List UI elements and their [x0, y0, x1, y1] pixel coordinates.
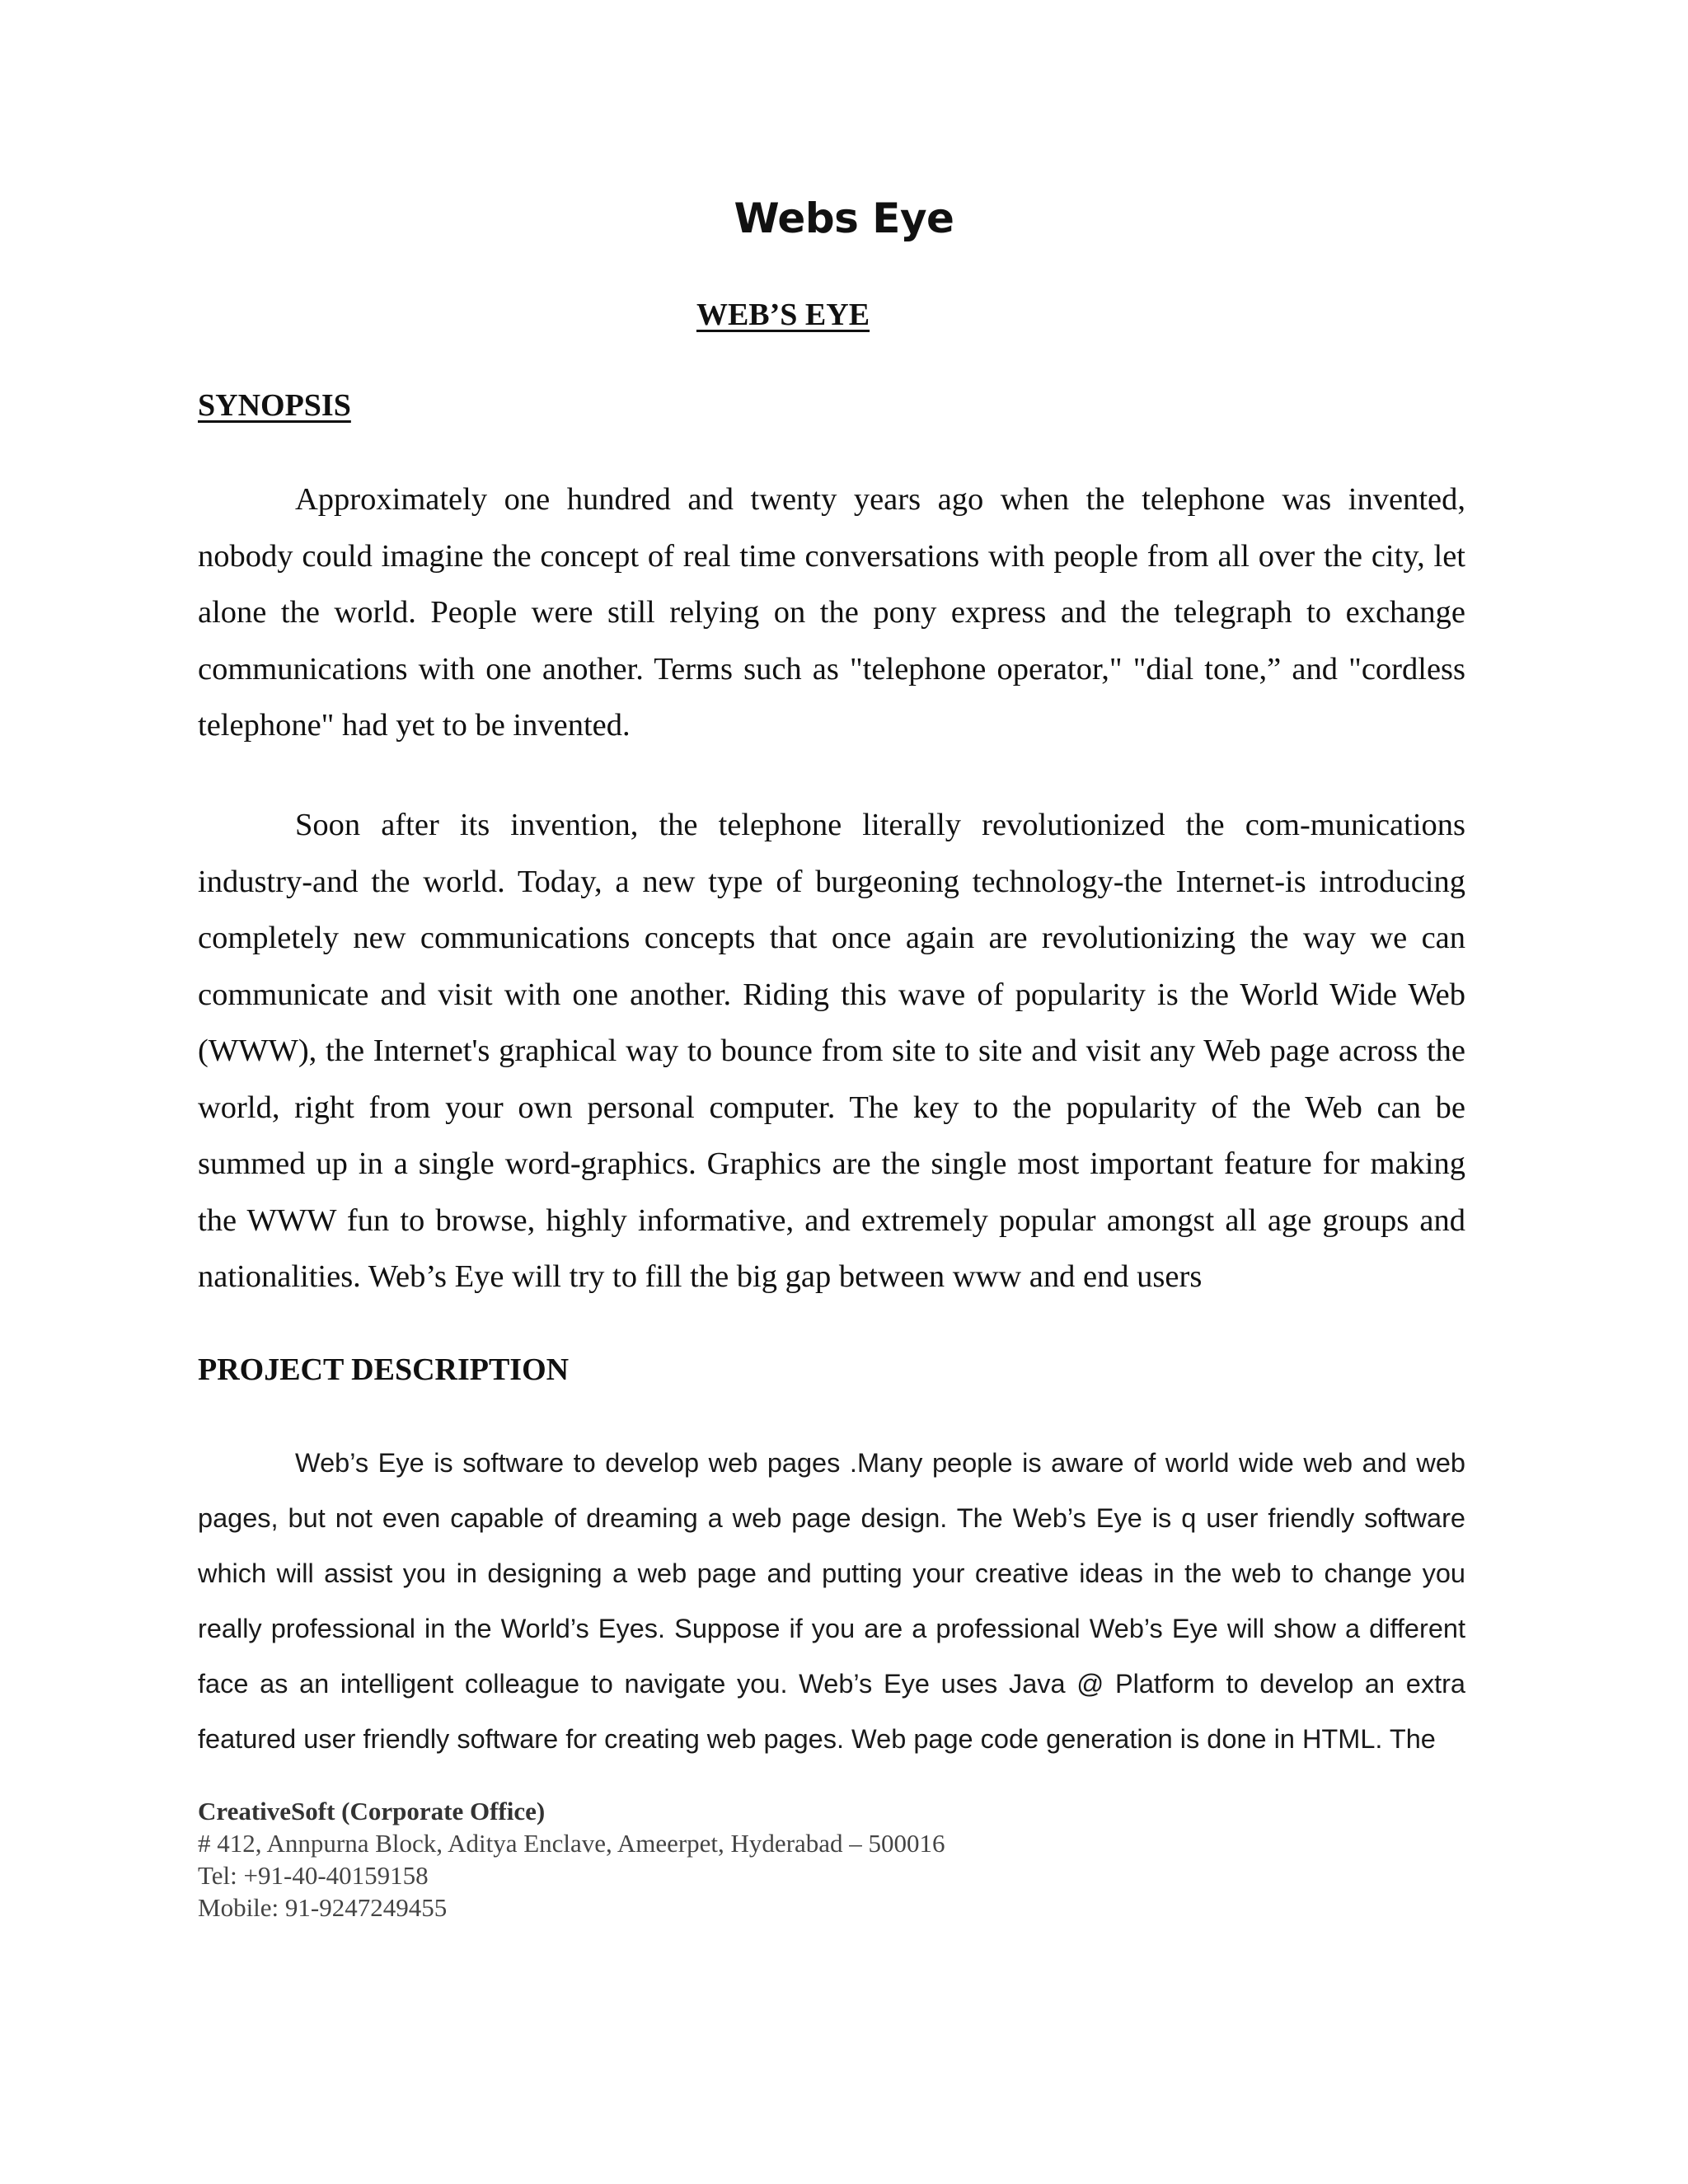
- synopsis-paragraph-2: Soon after its invention, the telephone literally revolutionized the com-munications industry-and the world. Today, a new type of burgeoning technology-the Internet-is introducing completely new communications concepts that once again are revolutionizing the way we can communicate and visit with one another. Riding this wave of popularity is the World Wide Web (WWW), the Internet's graphical way to bounce from site to site and visit any Web page across the world, right from your own personal computer. The key to the popularity of the Web can be summed up in a single word-graphics. Graphics are the single most important feature for making the WWW fun to browse, highly informative, and extremely popular amongst all age groups and nationalities. Web’s Eye will try to fill the big gap between www and end users: [198, 808, 1465, 1294]
- project-description-paragraph: Web’s Eye is software to develop web pages .Many people is aware of world wide web and web pages, but not even capable of dreaming a web page design. The Web’s Eye is q user friendly software which will assist you in designing a web page and putting your creative ideas in the web to change you really professional in the World’s Eyes. Suppose if you are a professional Web’s Eye will show a different face as an intelligent colleague to navigate you. Web’s Eye uses Java @ Platform to develop an extra featured user friendly software for creating web pages. Web page code generation is done in HTML. The: [198, 1448, 1465, 1754]
- synopsis-heading: SYNOPSIS: [198, 388, 351, 423]
- synopsis-paragraph-1: Approximately one hundred and twenty years ago when the telephone was invented, nobody could imagine the concept of real time conversations with people from all over the city, let alone the world. People were still relying on the pony express and the telegraph to exchange communications with one another. Terms such as "telephone operator," "dial tone,” and "cordless telephone" had yet to be invented.: [198, 482, 1465, 743]
- footer-tel: Tel: +91-40-40159158: [198, 1861, 429, 1890]
- project-description-heading: PROJECT DESCRIPTION: [198, 1352, 570, 1387]
- footer-address: # 412, Annpurna Block, Aditya Enclave, Ameerpet, Hyderabad – 500016: [198, 1829, 945, 1858]
- footer-company: CreativeSoft (Corporate Office): [198, 1797, 546, 1825]
- footer-mobile: Mobile: 91-9247249455: [198, 1893, 448, 1922]
- page-footer: [198, 1795, 945, 1924]
- document-title: Webs Eye: [734, 194, 954, 242]
- document-subtitle: WEB’S EYE: [696, 298, 870, 332]
